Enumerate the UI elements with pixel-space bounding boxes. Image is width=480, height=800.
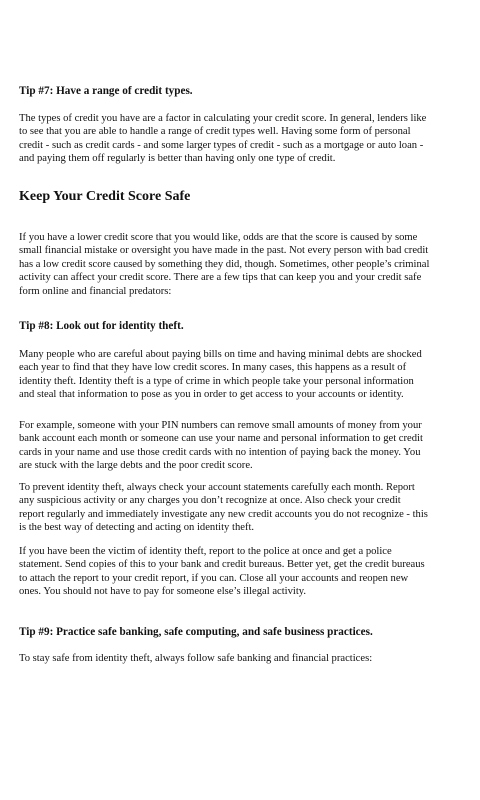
paragraph-line: For example, someone with your PIN numbers can remove small amounts of money from your: [19, 420, 422, 431]
tip-9-heading-block: [19, 625, 465, 639]
tip-7-paragraph: [19, 112, 465, 166]
tip-8-heading: Tip #8: Look out for identity theft.: [19, 320, 184, 332]
tip-8-paragraph-4: [19, 545, 465, 599]
section-intro-paragraph: [19, 231, 465, 298]
paragraph-line: to attach the report to your credit report, if you can. Close all your accounts and reopen new: [19, 572, 409, 584]
paragraph-line: is the best way of detecting and acting on identity theft.: [19, 522, 255, 534]
section-heading: Keep Your Credit Score Safe: [19, 189, 191, 204]
tip-7-heading-block: [19, 84, 465, 98]
paragraph-line: statement. Send copies of this to your bank and credit bureaus. Better yet, get the credit bureaus: [19, 559, 425, 571]
tip-9-heading: Tip #9: Practice safe banking, safe computing, and safe business practices.: [19, 626, 373, 638]
paragraph-line: any suspicious activity or any charges you don’t recognize at once. Also check your credit: [19, 495, 401, 507]
section-heading-block: [19, 188, 465, 206]
paragraph-line: bank account each month or someone can use your name and personal information to get credit: [19, 433, 423, 445]
paragraph-line: The types of credit you have are a factor in calculating your credit score. In general, lenders like: [19, 113, 427, 124]
paragraph-line: To prevent identity theft, always check your account statements carefully each month. Report: [19, 482, 415, 493]
paragraph-line: and steal that information to pose as you in order to get access to your accounts or identity.: [19, 389, 404, 401]
paragraph-line: credit - such as credit cards - and some larger types of credit - such as a mortgage or auto loan -: [19, 139, 424, 151]
paragraph-line: ones. You should not have to pay for someone else’s illegal activity.: [19, 586, 307, 598]
paragraph-line: form online and financial predators:: [19, 285, 172, 297]
paragraph-line: To stay safe from identity theft, always follow safe banking and financial practices:: [19, 653, 373, 664]
tip-8-paragraph-1: [19, 348, 465, 402]
paragraph-line: cards in your name and use those credit cards with no intention of paying back the money. You: [19, 446, 421, 458]
paragraph-line: identity theft. Identity theft is a type of crime in which people take your personal information: [19, 375, 414, 387]
tip-8-paragraph-3: [19, 481, 465, 535]
paragraph-line: small financial mistake or oversight you have made in the past. Not every person with bad credit: [19, 245, 429, 257]
tip-9-paragraph: [19, 652, 465, 665]
paragraph-line: and paying them off regularly is better than having only one type of credit.: [19, 153, 336, 165]
paragraph-line: report regularly and immediately investigate any new credit accounts you do not recognize - this: [19, 508, 428, 520]
paragraph-line: each year to find that they have low credit scores. In many cases, this happens as a result of: [19, 362, 407, 374]
paragraph-line: to see that you are able to handle a range of credit types well. Having some form of personal: [19, 126, 411, 138]
paragraph-line: activity can affect your credit score. There are a few tips that can keep you and your credit safe: [19, 272, 422, 284]
tip-8-heading-block: [19, 319, 465, 333]
tip-7-heading: Tip #7: Have a range of credit types.: [19, 85, 193, 97]
paragraph-line: Many people who are careful about paying bills on time and having minimal debts are shocked: [19, 349, 422, 360]
paragraph-line: are stuck with the large debts and the poor credit score.: [19, 460, 253, 472]
paragraph-line: If you have a lower credit score that you would like, odds are that the score is caused by some: [19, 232, 418, 243]
paragraph-line: has a low credit score caused by something they did, though. Sometimes, other people’s criminal: [19, 258, 430, 270]
tip-8-paragraph-2: [19, 419, 465, 473]
paragraph-line: If you have been the victim of identity theft, report to the police at once and get a police: [19, 546, 392, 557]
